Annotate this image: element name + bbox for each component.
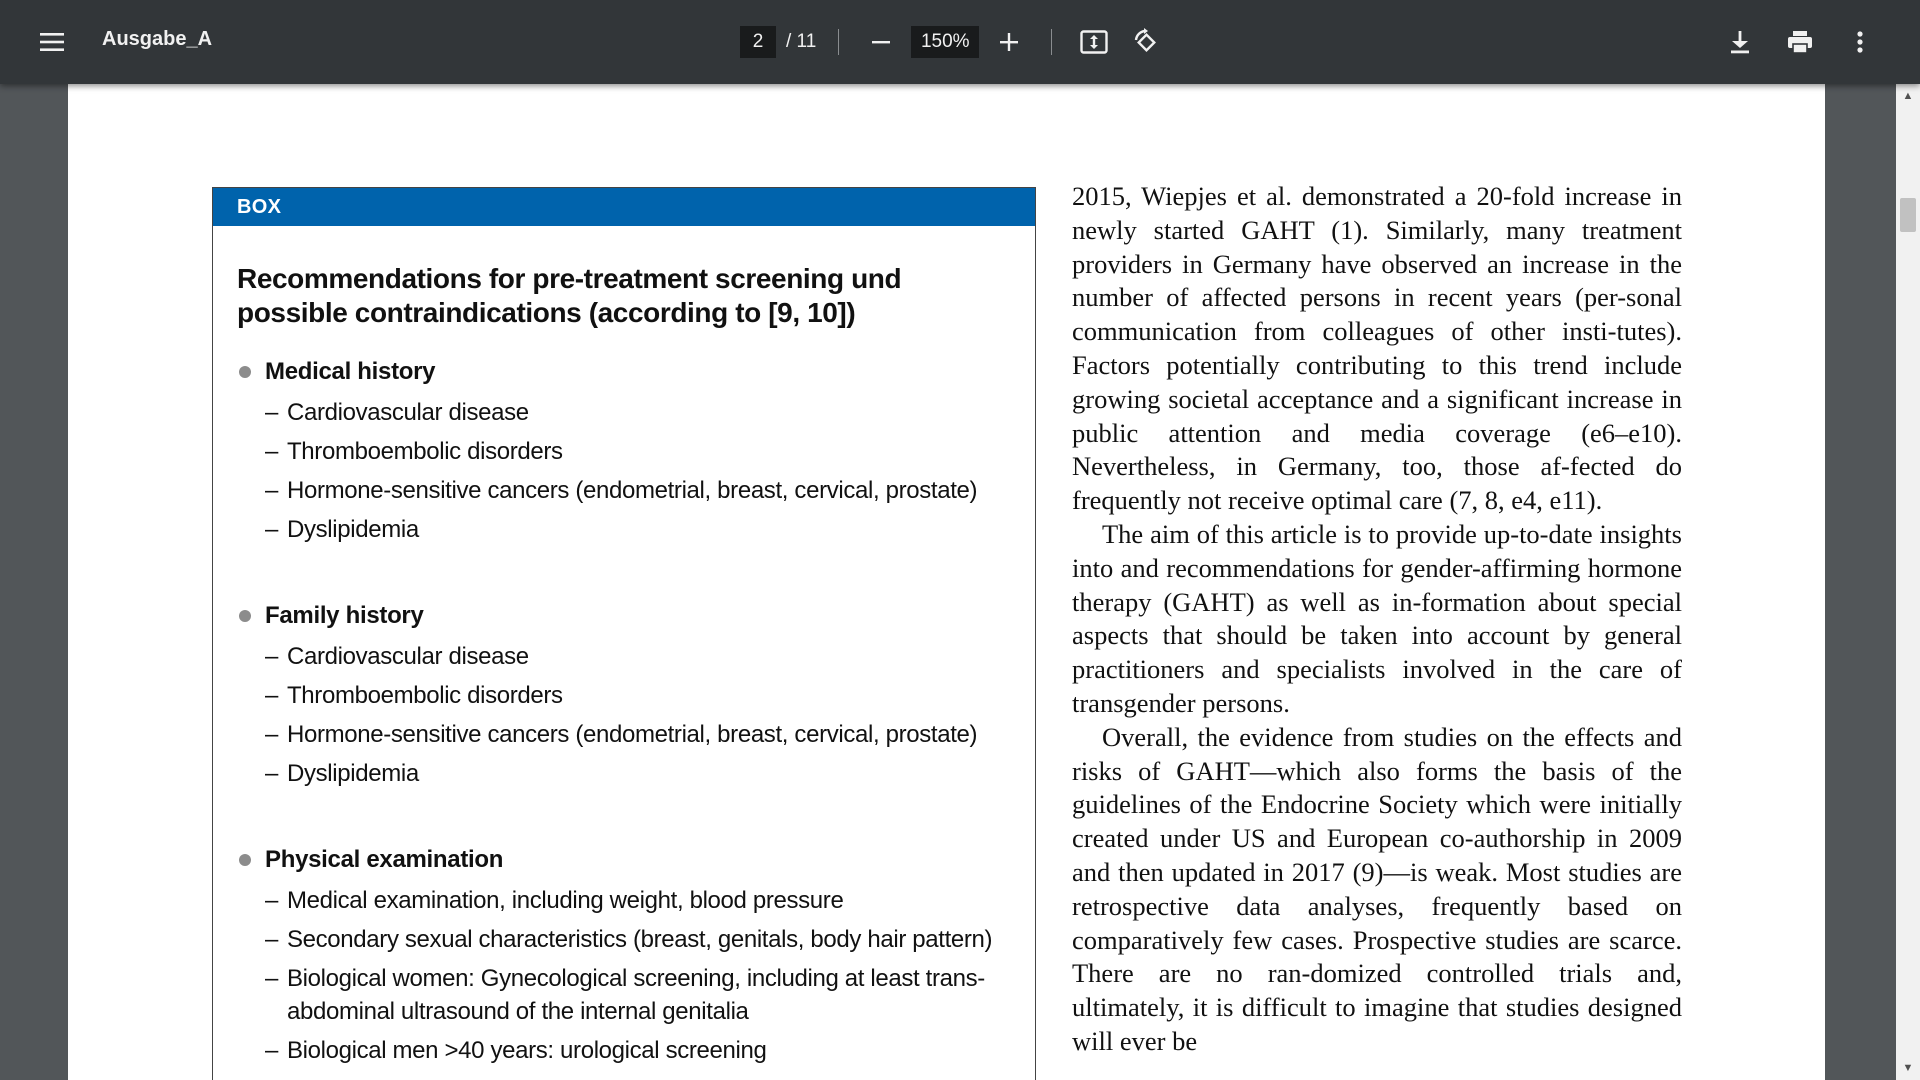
- item-list: [237, 396, 1035, 546]
- box-header: BOX: [213, 188, 1035, 226]
- section-medical-history: [237, 354, 1035, 546]
- paragraph: Overall, the evidence from studies on the effects and risks of GAHT—which also forms the basis of the guidelines of the Endocrine Society which were initially created under US and European co-authorship in 2009 and then updated in 2017 (9)—is weak. Most studies are retrospective data analyses, frequently based on comparatively few cases. Prospective studies are scarce. There are no ran-domized controlled trials and, ultimately, it is difficult to imagine that studies designed will ever be: [1072, 721, 1682, 1056]
- section-heading-label: Family history: [265, 602, 424, 629]
- zoom-in-button[interactable]: [989, 22, 1029, 62]
- item-list: [237, 640, 1035, 790]
- list-item: – Cardiovascular disease: [237, 396, 1035, 429]
- page-total: / 11: [786, 31, 817, 52]
- list-item: – Thromboembolic disorders: [237, 679, 1035, 712]
- list-item: – Dyslipidemia: [237, 513, 1035, 546]
- paragraph: The aim of this article is to provide up-to-date insights into and recommendations for gender-affirming hormone therapy (GAHT) as well as in-formation about special aspects that should be taken into account by general practitioners and specialists involved in the care of transgender persons.: [1072, 518, 1682, 718]
- paragraph: 2015, Wiepjes et al. demonstrated a 20-fold increase in newly started GAHT (1). Similarly, many treatment providers in Germany have observed an increase in the number of affected persons in recent years (per-sonal communication from colleagues of other insti-tutes). Factors potentially contributing to this trend include growing societal acceptance and a significant increase in public attention and media coverage (e6–e10). Nevertheless, in Germany, too, those af-fected do frequently not receive optimal care (7, 8, e4, e11).: [1072, 181, 1682, 516]
- list-item: – Biological women: Gynecological screening, including at least trans-abdominal ultrasound of the internal genitalia: [237, 962, 1035, 1028]
- list-item: – Dyslipidemia: [237, 757, 1035, 790]
- bullet-icon: [239, 854, 251, 866]
- pdf-page: [68, 84, 1825, 1080]
- article-text-column: [1072, 180, 1682, 1059]
- more-options-button[interactable]: [1840, 22, 1880, 62]
- print-icon: [1787, 30, 1813, 54]
- bullet-icon: [239, 610, 251, 622]
- section-heading: [237, 842, 1035, 878]
- more-vert-icon: [1857, 31, 1863, 53]
- zoom-level-input[interactable]: 150%: [911, 26, 979, 58]
- section-heading: [237, 354, 1035, 390]
- list-item: – Thromboembolic disorders: [237, 435, 1035, 468]
- section-physical-examination: [237, 842, 1035, 1067]
- page-number-input[interactable]: 2: [740, 26, 776, 58]
- print-button[interactable]: [1780, 22, 1820, 62]
- section-family-history: [237, 598, 1035, 790]
- list-item: – Hormone-sensitive cancers (endometrial, breast, cervical, prostate): [237, 718, 1035, 751]
- section-heading: [237, 598, 1035, 634]
- pdf-toolbar: [0, 0, 1920, 84]
- download-icon: [1729, 30, 1751, 54]
- page-zoom-controls: [740, 22, 1166, 62]
- list-item: – Medical examination, including weight, blood pressure: [237, 884, 1035, 917]
- recommendation-box: [212, 187, 1036, 1080]
- bullet-icon: [239, 366, 251, 378]
- minus-icon: [871, 32, 891, 52]
- scroll-down-arrow-icon[interactable]: ▼: [1902, 1062, 1914, 1074]
- menu-icon[interactable]: [32, 22, 72, 62]
- fit-page-icon: [1080, 30, 1108, 54]
- box-title: Recommendations for pre-treatment screening und possible contraindications (according to [9, 10]): [237, 263, 902, 328]
- rotate-icon: [1132, 28, 1160, 56]
- document-title: Ausgabe_A: [102, 28, 213, 50]
- fit-to-page-button[interactable]: [1074, 22, 1114, 62]
- list-item: – Cardiovascular disease: [237, 640, 1035, 673]
- section-heading-label: Physical examination: [265, 846, 504, 873]
- toolbar-actions: [1720, 22, 1880, 62]
- toolbar-divider: [1051, 29, 1052, 55]
- zoom-out-button[interactable]: [861, 22, 901, 62]
- list-item: – Biological men >40 years: urological screening: [237, 1034, 1035, 1067]
- rotate-button[interactable]: [1126, 22, 1166, 62]
- scrollbar-thumb[interactable]: [1900, 198, 1916, 232]
- toolbar-divider: [838, 29, 839, 55]
- list-item: – Secondary sexual characteristics (breast, genitals, body hair pattern): [237, 923, 1035, 956]
- vertical-scrollbar[interactable]: [1896, 84, 1920, 1080]
- section-heading-label: Medical history: [265, 358, 436, 385]
- item-list: [237, 884, 1035, 1067]
- scroll-up-arrow-icon[interactable]: ▲: [1902, 90, 1914, 102]
- download-button[interactable]: [1720, 22, 1760, 62]
- list-item: – Hormone-sensitive cancers (endometrial, breast, cervical, prostate): [237, 474, 1035, 507]
- plus-icon: [999, 32, 1019, 52]
